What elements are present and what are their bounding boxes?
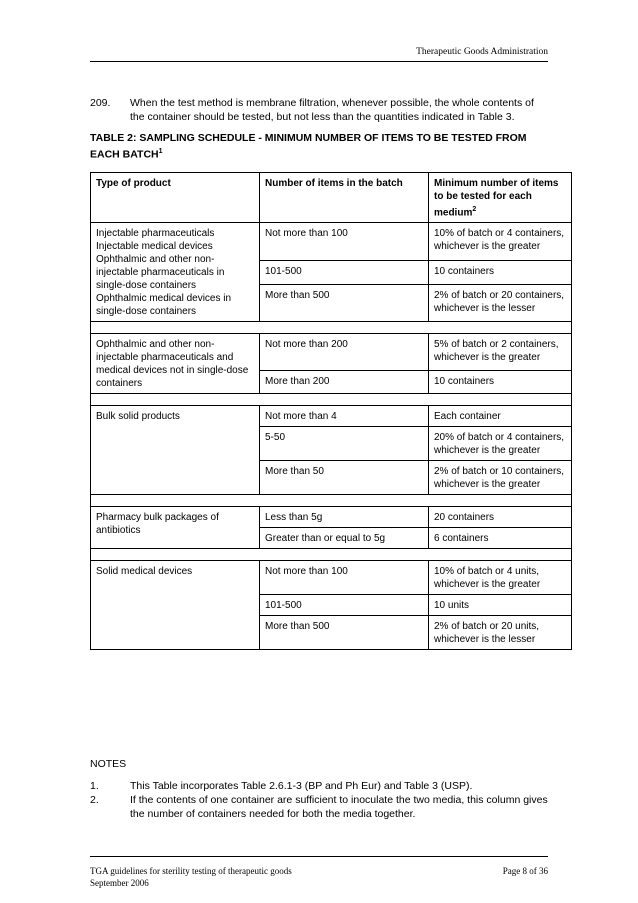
product-type-cell: Pharmacy bulk packages of antibiotics bbox=[91, 507, 260, 549]
minimum-items-cell: Each container bbox=[429, 406, 572, 427]
notes-title: NOTES bbox=[90, 758, 127, 770]
minimum-items-cell: 5% of batch or 2 containers, whichever is the greater bbox=[429, 334, 572, 371]
table-row bbox=[91, 561, 572, 595]
product-type-cell: Bulk solid products bbox=[91, 406, 260, 495]
sampling-schedule-table bbox=[90, 172, 572, 650]
product-type-cell: Ophthalmic and other non-injectable pharmaceuticals and medical devices not in single-dose containers bbox=[91, 334, 260, 394]
table-row bbox=[91, 334, 572, 371]
table-title bbox=[90, 131, 552, 162]
batch-size-cell: More than 50 bbox=[260, 461, 429, 495]
note-text: This Table incorporates Table 2.6.1-3 (BP and Ph Eur) and Table 3 (USP). bbox=[130, 780, 473, 792]
minimum-items-cell: 10 containers bbox=[429, 371, 572, 394]
paragraph-209 bbox=[90, 96, 548, 124]
page-header bbox=[90, 47, 548, 62]
minimum-items-cell: 2% of batch or 20 units, whichever is the lesser bbox=[429, 616, 572, 650]
note-text: If the contents of one container are sufficient to inoculate the two media, this column gives the number of containers needed for both the media together. bbox=[130, 794, 548, 820]
table-title-text: TABLE 2: SAMPLING SCHEDULE - MINIMUM NUMBER OF ITEMS TO BE TESTED FROM EACH BATCH bbox=[90, 132, 527, 161]
batch-size-cell: More than 500 bbox=[260, 284, 429, 322]
minimum-items-cell: 2% of batch or 20 containers, whichever is the lesser bbox=[429, 284, 572, 322]
group-spacer bbox=[91, 394, 572, 406]
table-row bbox=[91, 406, 572, 427]
note-item bbox=[90, 779, 550, 793]
minimum-items-cell: 10% of batch or 4 units, whichever is the greater bbox=[429, 561, 572, 595]
batch-size-cell: Not more than 4 bbox=[260, 406, 429, 427]
paragraph-text: When the test method is membrane filtration, whenever possible, the whole contents of the container should be tested, but not less than the quantities indicated in Table 3. bbox=[130, 97, 534, 123]
footer-left bbox=[90, 865, 292, 889]
batch-size-cell: Greater than or equal to 5g bbox=[260, 528, 429, 549]
header-minimum-footnote: 2 bbox=[472, 206, 477, 213]
group-spacer-cell bbox=[91, 549, 572, 561]
minimum-items-cell: 20% of batch or 4 containers, whichever is the greater bbox=[429, 427, 572, 461]
batch-size-cell: Less than 5g bbox=[260, 507, 429, 528]
header-agency: Therapeutic Goods Administration bbox=[416, 47, 548, 57]
batch-size-cell: More than 200 bbox=[260, 371, 429, 394]
minimum-items-cell: 10 containers bbox=[429, 261, 572, 284]
paragraph-number: 209. bbox=[90, 97, 111, 109]
group-spacer bbox=[91, 322, 572, 334]
product-type-cell: Solid medical devices bbox=[91, 561, 260, 650]
group-spacer-cell bbox=[91, 322, 572, 334]
table-body bbox=[91, 223, 572, 650]
header-type-of-product: Type of product bbox=[91, 173, 260, 223]
batch-size-cell: Not more than 200 bbox=[260, 334, 429, 371]
page-footer bbox=[90, 856, 548, 889]
batch-size-cell: 101-500 bbox=[260, 595, 429, 616]
batch-size-cell: Not more than 100 bbox=[260, 223, 429, 261]
batch-size-cell: 101-500 bbox=[260, 261, 429, 284]
minimum-items-cell: 10% of batch or 4 containers, whichever is the greater bbox=[429, 223, 572, 261]
product-type-cell: Injectable pharmaceuticals Injectable medical devices Ophthalmic and other non-injectable pharmaceuticals in single-dose containers Ophthalmic medical devices in single-dose containers bbox=[91, 223, 260, 322]
minimum-items-cell: 6 containers bbox=[429, 528, 572, 549]
batch-size-cell: 5-50 bbox=[260, 427, 429, 461]
footer-page-number: Page 8 of 36 bbox=[502, 866, 548, 876]
minimum-items-cell: 10 units bbox=[429, 595, 572, 616]
group-spacer-cell bbox=[91, 394, 572, 406]
table-header-row bbox=[91, 173, 572, 223]
minimum-items-cell: 20 containers bbox=[429, 507, 572, 528]
notes-list bbox=[90, 779, 550, 821]
note-number: 1. bbox=[90, 780, 99, 792]
footer-doc-title: TGA guidelines for sterility testing of therapeutic goods bbox=[90, 866, 292, 876]
table-row bbox=[91, 507, 572, 528]
header-minimum-items bbox=[429, 173, 572, 223]
header-minimum-text: Minimum number of items to be tested for each medium bbox=[434, 178, 559, 219]
batch-size-cell: More than 500 bbox=[260, 616, 429, 650]
header-number-of-items: Number of items in the batch bbox=[260, 173, 429, 223]
group-spacer bbox=[91, 495, 572, 507]
batch-size-cell: Not more than 100 bbox=[260, 561, 429, 595]
group-spacer bbox=[91, 549, 572, 561]
group-spacer-cell bbox=[91, 495, 572, 507]
table-title-footnote: 1 bbox=[158, 148, 163, 155]
footer-date: September 2006 bbox=[90, 878, 149, 888]
note-number: 2. bbox=[90, 794, 99, 806]
table-row bbox=[91, 223, 572, 261]
note-item bbox=[90, 793, 550, 821]
minimum-items-cell: 2% of batch or 10 containers, whichever is the greater bbox=[429, 461, 572, 495]
